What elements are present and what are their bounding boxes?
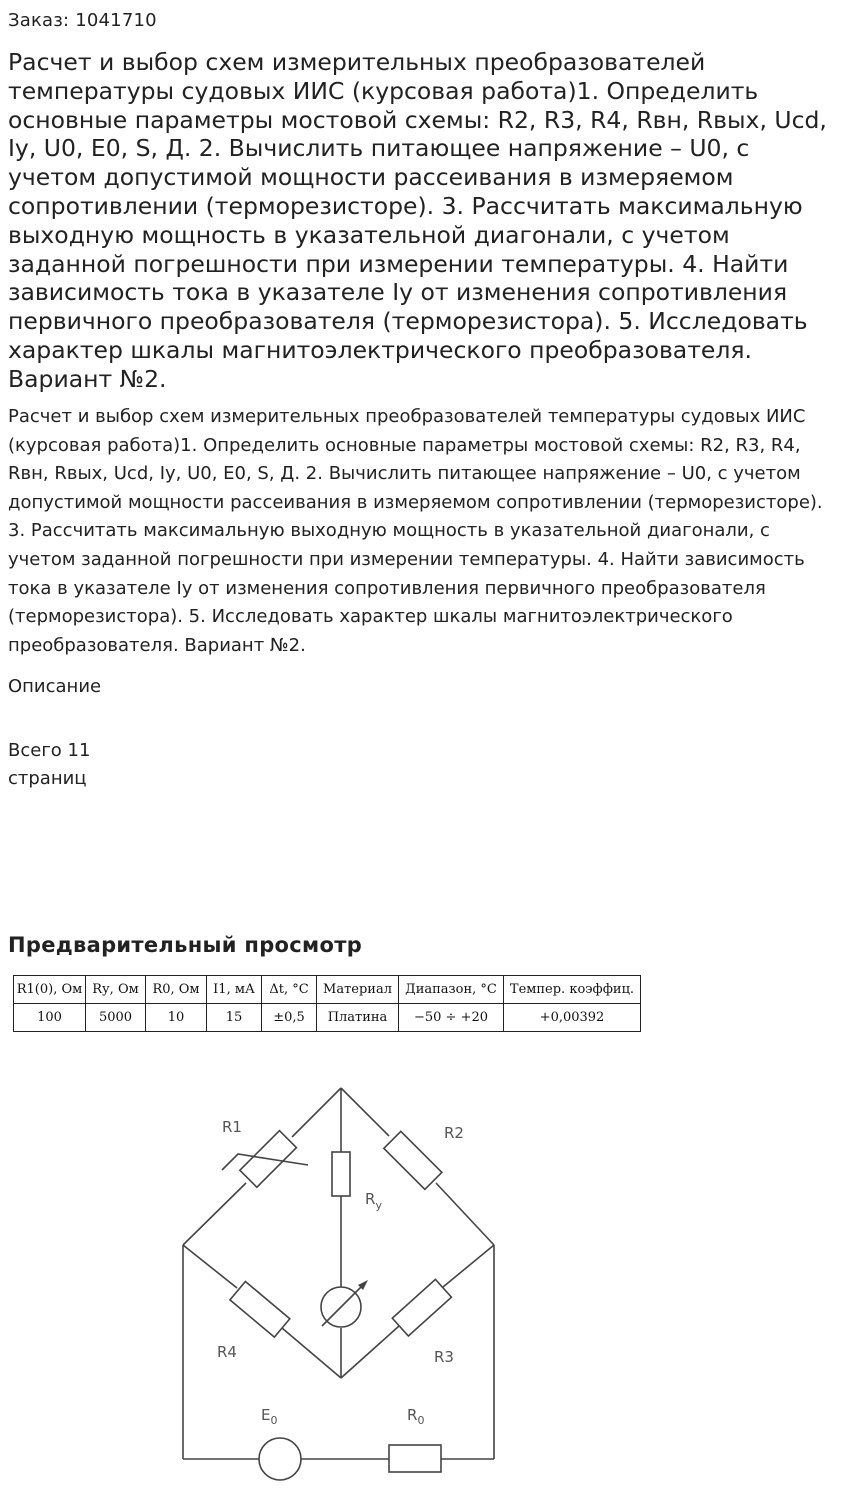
- meter-indicator-icon: [321, 1280, 368, 1327]
- table-header-cell: Материал: [317, 976, 399, 1004]
- table-cell: 10: [146, 1004, 207, 1032]
- bridge-circuit-diagram: [0, 1070, 847, 1493]
- table-header-cell: Темпер. коэффиц.: [504, 976, 641, 1004]
- label-ry-sub: y: [375, 1199, 382, 1212]
- document-description: Расчет и выбор схем измерительных преобразователей температуры судовых ИИС (курсовая работа)1. Определить основные параметры мостовой схемы: R2, R3, R4, Rвн, Rвых, Ucd, Iу, U0, E0, S, Д. 2. Вычислить питающее напряжение – U0, с учетом допустимой мощности рассеивания в измеряемом сопротивлении (терморезисторе). 3. Рассчитать максимальную выходную мощность в указательной диагонали, с учетом заданной погрешности при измерении температуры. 4. Найти зависимость тока в указателе Iу от изменения сопротивления первичного преобразователя (терморезистора). 5. Исследовать характер шкалы магнитоэлектрического преобразователя. Вариант №2.: [8, 406, 823, 656]
- table-row: [14, 1004, 641, 1032]
- label-r2: R2: [444, 1124, 464, 1142]
- label-e0-main: E: [261, 1406, 271, 1424]
- table-cell: +0,00392: [504, 1004, 641, 1032]
- table-cell: 5000: [86, 1004, 146, 1032]
- label-r0-sub: 0: [417, 1414, 425, 1427]
- resistor-r0: [389, 1445, 441, 1472]
- wire: [183, 1183, 246, 1245]
- page-count: [8, 737, 90, 793]
- order-number: Заказ: 1041710: [8, 10, 157, 31]
- wire: [292, 1088, 341, 1137]
- resistor-ry: [332, 1152, 350, 1196]
- label-ry-main: R: [365, 1190, 376, 1208]
- label-r4: R4: [217, 1343, 237, 1361]
- table-header-cell: R0, Ом: [146, 976, 207, 1004]
- resistor-r2: [384, 1131, 442, 1189]
- page-count-unit: страниц: [8, 768, 87, 789]
- table-header-cell: I1, мА: [207, 976, 262, 1004]
- document-title: Расчет и выбор схем измерительных преобразователей температуры судовых ИИС (курсовая работа)1. Определить основные параметры мостовой схемы: R2, R3, R4, Rвн, Rвых, Ucd, Iу, U0, E0, S, Д. 2. Вычислить питающее напряжение – U0, с учетом допустимой мощности рассеивания в измеряемом сопротивлении (терморезисторе). 3. Рассчитать максимальную выходную мощность в указательной диагонали, с учетом заданной погрешности при измерении температуры. 4. Найти зависимость тока в указателе Iу от изменения сопротивления первичного преобразователя (терморезистора). 5. Исследовать характер шкалы магнитоэлектрического преобразователя. Вариант №2.: [8, 48, 827, 393]
- label-ry: [365, 1190, 382, 1212]
- wire: [443, 1245, 494, 1287]
- table-header-cell: Rу, Ом: [86, 976, 146, 1004]
- label-e0-sub: 0: [270, 1414, 278, 1427]
- page-count-number: Всего 11: [8, 740, 91, 761]
- wire: [341, 1088, 389, 1136]
- table-cell: 100: [14, 1004, 86, 1032]
- label-e0: [261, 1406, 277, 1427]
- table-cell: Платина: [317, 1004, 399, 1032]
- label-r3: R3: [434, 1348, 454, 1366]
- table-header-row: [14, 976, 641, 1004]
- description-label: Описание: [8, 676, 102, 697]
- wire: [282, 1328, 341, 1378]
- voltage-source-e0: [259, 1438, 301, 1480]
- label-r0: [407, 1406, 424, 1427]
- wire: [183, 1245, 237, 1288]
- label-r0-main: R: [407, 1406, 418, 1424]
- table-cell: ±0,5: [262, 1004, 317, 1032]
- wire: [341, 1326, 399, 1378]
- table-cell: 15: [207, 1004, 262, 1032]
- resistor-r3: [392, 1279, 451, 1336]
- table-header-cell: Δt, °C: [262, 976, 317, 1004]
- table-header-cell: Диапазон, °C: [399, 976, 504, 1004]
- resistor-r1: [222, 1131, 308, 1188]
- wire: [436, 1183, 494, 1245]
- table-cell: −50 ÷ +20: [399, 1004, 504, 1032]
- preview-heading: Предварительный просмотр: [8, 933, 363, 957]
- resistor-r4: [230, 1281, 290, 1337]
- table-header-cell: R1(0), Ом: [14, 976, 86, 1004]
- parameters-table: [13, 975, 641, 1032]
- label-r1: R1: [222, 1118, 242, 1136]
